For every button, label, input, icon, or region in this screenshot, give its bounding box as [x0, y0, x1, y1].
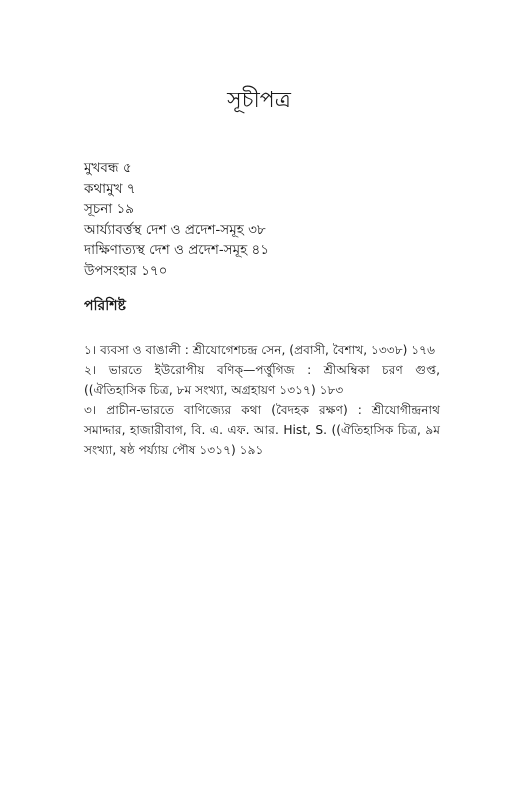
toc-entry: আর্য্যাবর্ত্তস্থ দেশ ও প্রদেশ-সমূহ ৩৮ [84, 221, 266, 238]
appendix-entry: ১। ব্যবসা ও বাঙালী : শ্রীযোগেশচন্দ্র সেন, (প্রবাসী, বৈশাখ, ১৩৩৮) ১৭৬ [84, 343, 436, 357]
table-of-contents [84, 158, 444, 282]
toc-entry: দাক্ষিণাত্যস্থ দেশ ও প্রদেশ-সমূহ ৪১ [84, 242, 270, 259]
toc-entry: উপসংহার ১৭০ [84, 262, 168, 279]
appendix-heading: পরিশিষ্ট [84, 298, 126, 314]
toc-entry: সূচনা ১৯ [84, 201, 134, 218]
toc-entry: কথামুখ ৭ [84, 180, 136, 197]
appendix-entry: ৩। প্রাচীন-ভারতে বাণিজ্যের কথা (বৈদহক রক্ষণ) : শ্রীযোগীন্দ্রনাথ সমাদ্দার, হাজারীবাগ, বি. এ. এফ. আর. Hist, S. ((ঐতিহাসিক চিত্র, ৯ম সংখ্যা, ষষ্ঠ পর্য্যায় পৌষ ১৩১৭) ১৯১ [84, 403, 440, 457]
appendix-entry: ২। ভারতে ইউরোপীয় বণিক্—পর্ত্তুগিজ : শ্রীঅম্বিকা চরণ গুপ্ত, ((ঐতিহাসিক চিত্র, ৮ম সংখ্যা, অগ্রহায়ণ ১৩১৭) ১৮৩ [84, 363, 440, 397]
appendix-list [84, 340, 440, 460]
page-title: সূচীপত্র [227, 88, 291, 113]
toc-entry: মুখবন্ধ ৫ [84, 160, 132, 176]
